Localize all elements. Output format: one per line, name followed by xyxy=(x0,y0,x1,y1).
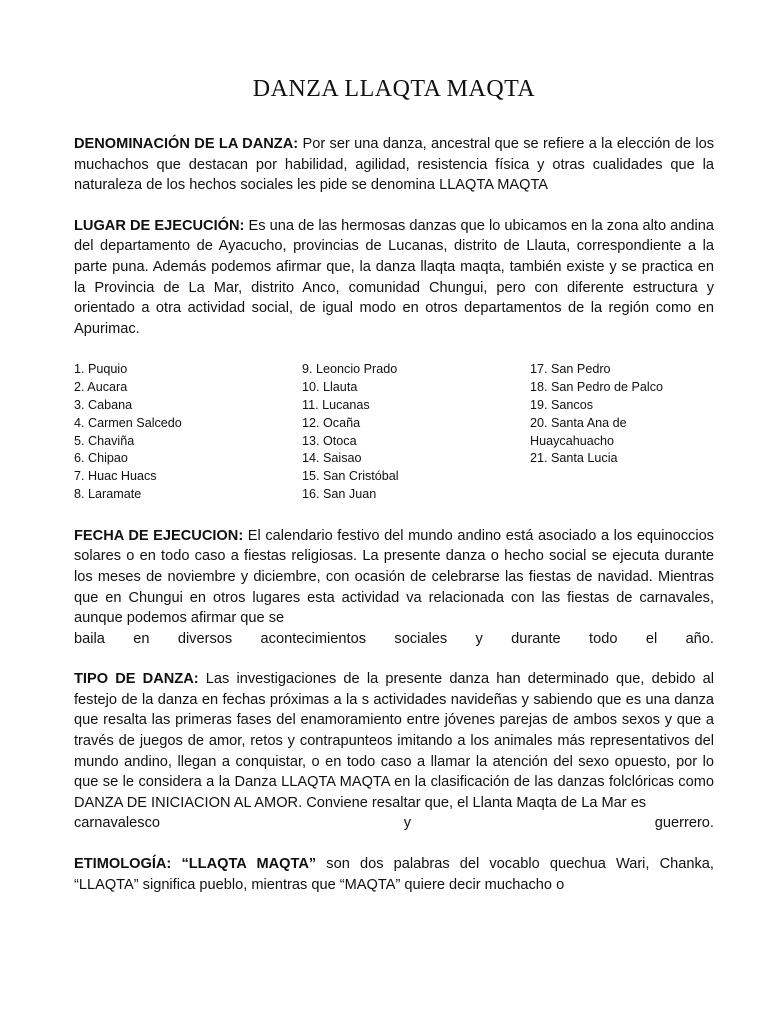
word: en xyxy=(133,630,150,647)
place-item: 11. Lucanas xyxy=(302,397,370,412)
text-fecha: El calendario festivo del mundo andino está asociado a los equinoccios solares o en todo caso a fiestas religiosas. La presente danza o hecho social se ejecuta durante los meses de noviembre y diciembre, con ocasión de celebrarse las fiestas de navidad. Mientras que en Chungui en otros lugares esta actividad va relacionada con las fiestas de carnavales, aunque podemos afirmar que se xyxy=(74,527,714,627)
text-tipo: Las investigaciones de la presente danza han determinado que, debido al festejo de la danza en fechas próximas a la s actividades navideñas y sabiendo que es una danza que resalta las primeras fases del enamoramiento entre jóvenes parejas de ambos sexos y que a través de juegos de amor, retos y contrapunteos imitando a los animales más representativos del mundo andino, llegan a conquistar, o en todo caso a llamar la atención del sexo opuesto, por lo que se le considera a la Danza LLAQTA MAQTA en la clasificación de las danzas folclóricas como DANZA DE INICIACION AL AMOR. Conviene resaltar que, el Llanta Maqta de La Mar es xyxy=(74,671,714,811)
word: carnavalesco xyxy=(74,815,160,832)
paragraph-fecha xyxy=(74,526,714,650)
place-item: 10. Llauta xyxy=(302,380,358,395)
place-item: 12. Ocaña xyxy=(302,415,361,430)
word: el xyxy=(645,630,658,647)
label-colon: : xyxy=(238,527,244,544)
place-item: 4. Carmen Salcedo xyxy=(74,415,182,430)
place-item: 21. Santa Lucia xyxy=(530,451,618,466)
fecha-last-line xyxy=(74,629,714,650)
place-item: 13. Otoca xyxy=(302,433,357,448)
tipo-body xyxy=(74,669,714,813)
text-denominacion: Por ser una danza, ancestral que se refiere a la elección de los muchachos que destacan por habilidad, agilidad, resistencia física y otras cualidades que la naturaleza de los hechos sociales les pide se denomina LLAQTA MAQTA xyxy=(74,136,714,194)
word: acontecimientos xyxy=(260,630,367,647)
word: año. xyxy=(685,630,714,647)
text-etimologia: “LLAQTA MAQTA” xyxy=(181,856,317,873)
label-colon: : xyxy=(239,217,245,234)
place-item: 5. Chaviña xyxy=(74,433,135,448)
word: todo xyxy=(589,630,618,647)
tipo-last-line xyxy=(74,813,714,834)
place-item: 7. Huac Huacs xyxy=(74,469,157,484)
text-lugar: Es una de las hermosas danzas que lo ubicamos en la zona alto andina del departamento de Ayacucho, provincias de Lucanas, distrito de Llauta, correspondiente a la parte puna. Además podemos afirmar que, la danza llaqta maqta, también existe y se practica en la Provincia de La Mar, distrito Anco, comunidad Chungui, pero con diferente estructura y orientado a otra actividad social, de igual modo en otros departamentos de la región como en Apurimac. xyxy=(74,217,714,337)
text-etimologia-rest: son dos palabras del vocablo quechua Wari, Chanka, “LLAQTA” significa pueblo, mientras que “MAQTA” quiere decir muchacho o xyxy=(74,856,714,893)
word: diversos xyxy=(177,630,233,647)
place-item: 16. San Juan xyxy=(302,486,377,501)
place-item: Huaycahuacho xyxy=(530,433,615,448)
place-item: 19. Sancos xyxy=(530,397,594,412)
label-denominacion: DENOMINACIÓN DE LA DANZA xyxy=(74,136,294,152)
places-column-1 xyxy=(74,361,302,503)
word: durante xyxy=(511,630,561,647)
word: baila xyxy=(74,630,105,647)
place-item: 20. Santa Ana de xyxy=(530,415,627,430)
word: y xyxy=(475,630,483,647)
label-colon: : xyxy=(193,671,199,688)
place-item: 3. Cabana xyxy=(74,397,133,412)
document-title: DANZA LLAQTA MAQTA xyxy=(252,76,536,102)
places-column-2 xyxy=(302,361,530,503)
place-item: 6. Chipao xyxy=(74,451,128,466)
word: y xyxy=(403,815,412,832)
place-item: 17. San Pedro xyxy=(530,362,611,377)
place-item: 8. Laramate xyxy=(74,486,142,501)
document-page xyxy=(74,0,714,1024)
fecha-body xyxy=(74,526,714,629)
place-item: 18. San Pedro de Palco xyxy=(530,380,664,395)
label-etimologia: ETIMOLOGÍA: xyxy=(74,856,172,873)
label-lugar: LUGAR DE EJECUCIÓN xyxy=(74,217,240,234)
word: guerrero. xyxy=(654,815,714,832)
paragraph-tipo xyxy=(74,669,714,834)
paragraph-etimologia xyxy=(74,854,714,895)
places-column-3 xyxy=(530,361,714,503)
word: sociales xyxy=(394,630,448,647)
paragraph-lugar xyxy=(74,216,714,340)
place-item: 14. Saisao xyxy=(302,451,362,466)
place-item: 9. Leoncio Prado xyxy=(302,362,398,377)
places-list xyxy=(74,361,714,503)
label-fecha: FECHA DE EJECUCION xyxy=(74,527,239,544)
label-colon: : xyxy=(293,136,299,152)
place-item: 15. San Cristóbal xyxy=(302,469,399,484)
place-item: 1. Puquio xyxy=(74,362,128,377)
paragraph-denominacion xyxy=(74,134,714,196)
label-tipo: TIPO DE DANZA xyxy=(74,671,194,688)
place-item: 2. Aucara xyxy=(74,380,128,395)
